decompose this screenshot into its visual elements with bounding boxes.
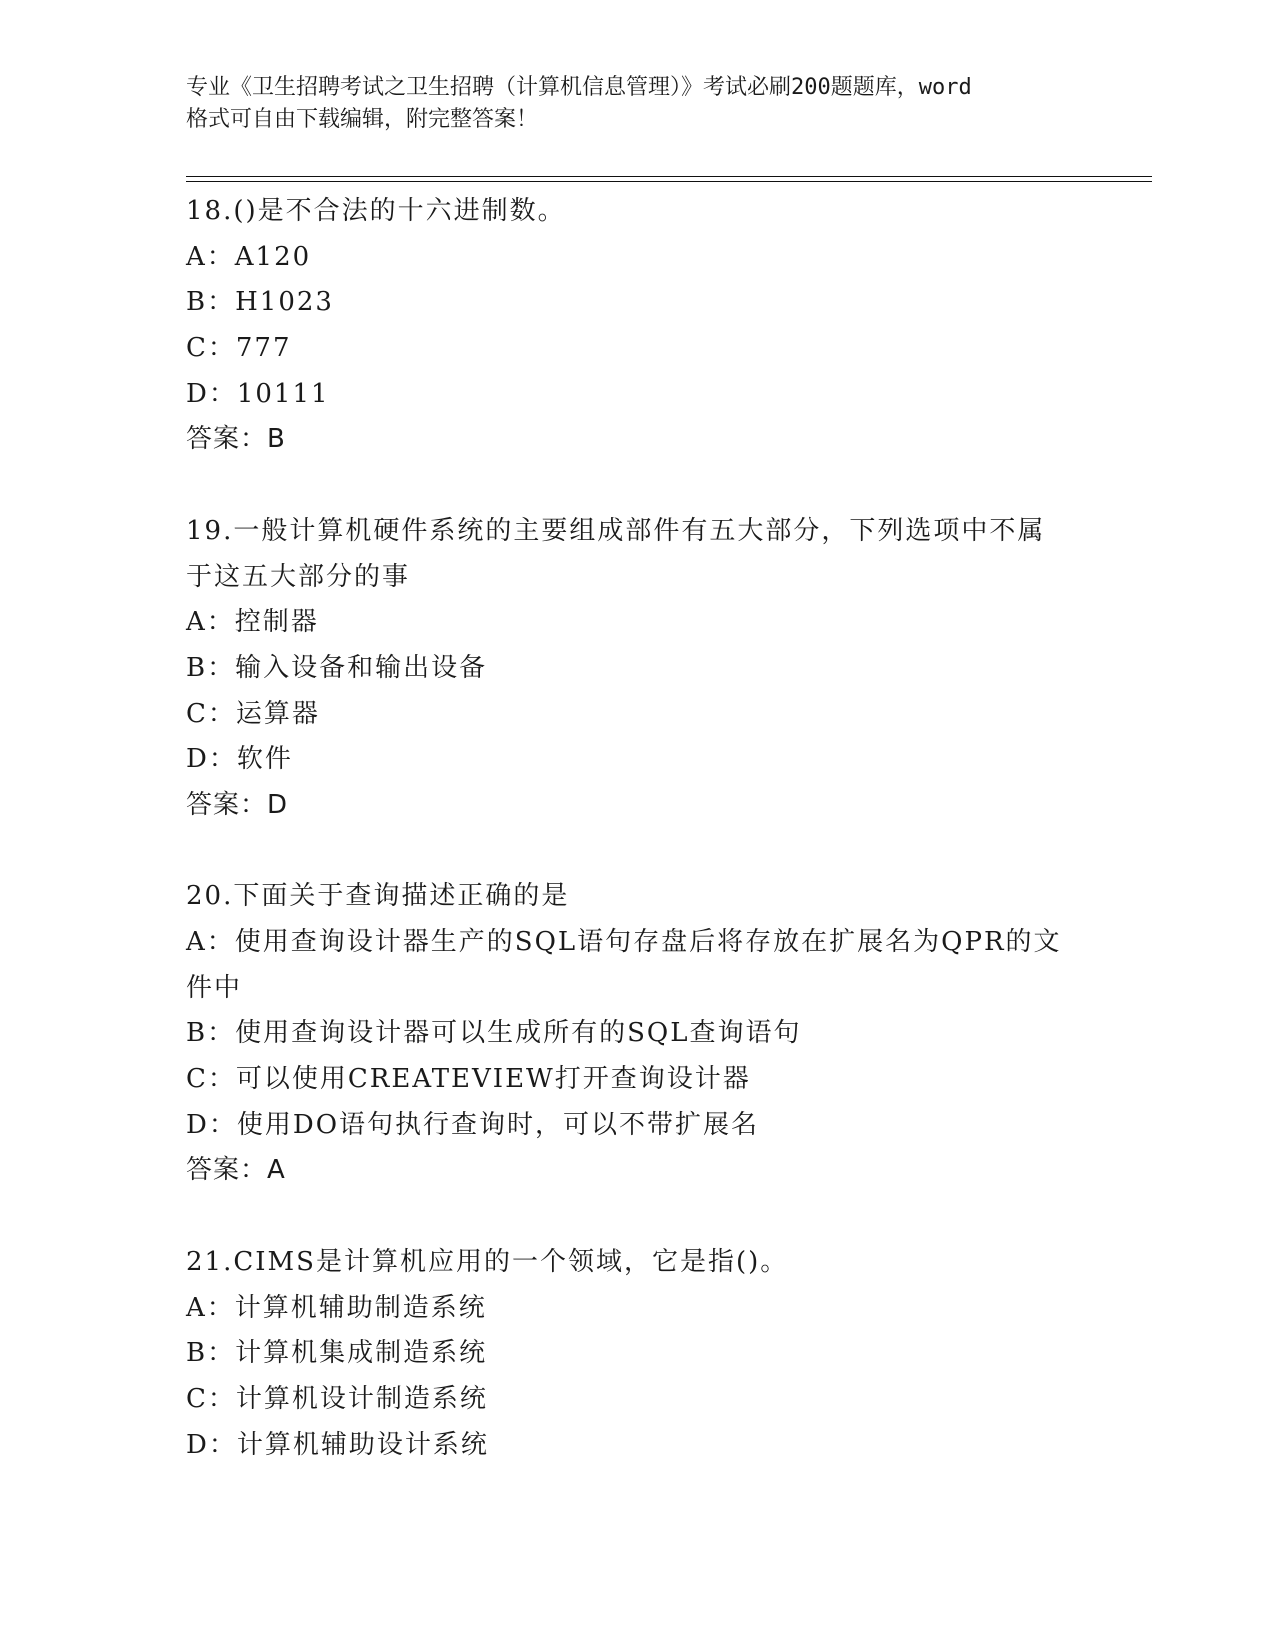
question-18-answer: 答案：B <box>186 424 286 455</box>
question-19-answer: 答案：D <box>186 789 289 820</box>
header-line-2: 格式可自由下载编辑，附完整答案！ <box>186 107 539 132</box>
question-20-option-d: D：使用DO语句执行查询时，可以不带扩展名 <box>186 1109 760 1140</box>
question-19-option-d: D：软件 <box>186 744 293 775</box>
question-21-option-d: D：计算机辅助设计系统 <box>186 1429 489 1460</box>
header-divider-bottom <box>186 181 1152 182</box>
header-divider-top <box>186 176 1152 177</box>
question-spacer <box>186 463 1086 509</box>
question-20-option-b: B：使用查询设计器可以生成所有的SQL查询语句 <box>186 1018 802 1049</box>
question-20-option-a-line-2: 件中 <box>186 972 243 1003</box>
question-20-stem: 20.下面关于查询描述正确的是 <box>186 881 570 912</box>
document-header <box>186 72 1086 136</box>
question-spacer <box>186 1194 1086 1240</box>
question-list <box>186 189 1086 1468</box>
question-18 <box>186 189 1086 463</box>
question-21-option-c: C：计算机设计制造系统 <box>186 1383 488 1414</box>
question-18-option-d: D：10111 <box>186 378 330 409</box>
question-19-stem-line-2: 于这五大部分的事 <box>186 561 411 592</box>
question-21-option-a: A：计算机辅助制造系统 <box>186 1292 487 1323</box>
question-18-option-b: B：H1023 <box>186 287 334 318</box>
question-19-option-a: A：控制器 <box>186 607 319 638</box>
question-19-stem-line-1: 19.一般计算机硬件系统的主要组成部件有五大部分，下列选项中不属 <box>186 515 1046 546</box>
question-20-option-a-line-1: A：使用查询设计器生产的SQL语句存盘后将存放在扩展名为QPR的文 <box>186 927 1062 957</box>
question-20-answer: 答案：A <box>186 1155 286 1186</box>
question-20-option-c: C：可以使用CREATEVIEW打开查询设计器 <box>186 1064 751 1095</box>
question-19-option-c: C：运算器 <box>186 698 320 729</box>
question-20 <box>186 874 1086 1194</box>
question-spacer <box>186 829 1086 875</box>
question-18-stem: 18.()是不合法的十六进制数。 <box>186 196 566 226</box>
question-19-option-b: B：输入设备和输出设备 <box>186 652 488 683</box>
question-21-stem: 21.CIMS是计算机应用的一个领域，它是指()。 <box>186 1246 789 1277</box>
question-18-option-c: C：777 <box>186 333 292 364</box>
question-18-option-a: A：A120 <box>186 241 312 272</box>
question-21 <box>186 1240 1086 1468</box>
question-19 <box>186 509 1086 829</box>
header-line-1: 专业《卫生招聘考试之卫生招聘（计算机信息管理）》考试必刷200题题库，word <box>186 75 972 100</box>
question-21-option-b: B：计算机集成制造系统 <box>186 1338 488 1369</box>
